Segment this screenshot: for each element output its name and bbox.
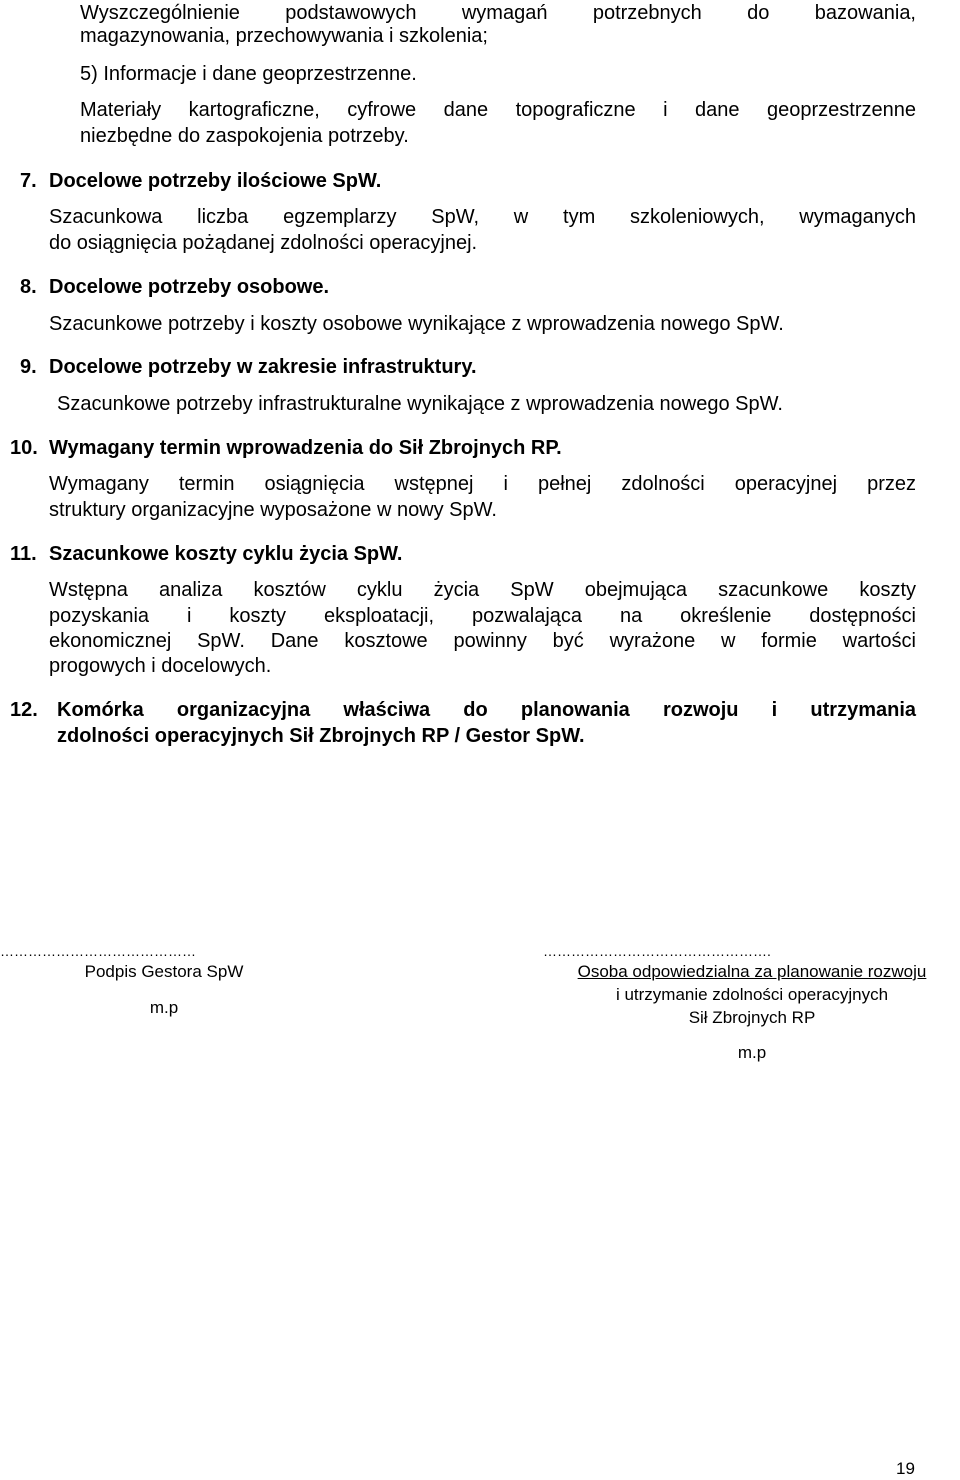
section-8-number: 8. bbox=[20, 276, 37, 298]
intro-line-2: magazynowania, przechowywania i szkolenia; bbox=[80, 25, 488, 47]
section-7-heading: Docelowe potrzeby ilościowe SpW. bbox=[49, 170, 382, 192]
section-10-number: 10. bbox=[10, 437, 38, 459]
section-12-number: 12. bbox=[10, 699, 38, 721]
section-12-heading-line-1: Komórka organizacyjna właściwa do planowania rozwoju i utrzymania bbox=[57, 699, 916, 721]
section-11-number: 11. bbox=[10, 543, 37, 565]
section-8-heading: Docelowe potrzeby osobowe. bbox=[49, 276, 330, 298]
signature-line-right: …………………………………………. bbox=[543, 943, 771, 959]
section-10-text-line-1: Wymagany termin osiągnięcia wstępnej i pełnej zdolności operacyjnej przez bbox=[49, 473, 916, 495]
section-9-heading: Docelowe potrzeby w zakresie infrastruktury. bbox=[49, 356, 477, 378]
signature-label-right-line-2: i utrzymanie zdolności operacyjnych bbox=[615, 985, 889, 1004]
section-11-text-line-4: progowych i docelowych. bbox=[49, 655, 272, 677]
stamp-label-left: m.p bbox=[149, 998, 179, 1017]
signature-line-left: …………………………………… bbox=[0, 943, 196, 959]
section-7-text-line-2: do osiągnięcia pożądanej zdolności operacyjnej. bbox=[49, 232, 478, 254]
intro-line-1: Wyszczególnienie podstawowych wymagań potrzebnych do bazowania, bbox=[80, 2, 916, 24]
section-9-number: 9. bbox=[20, 356, 37, 378]
page-number: 19 bbox=[896, 1459, 915, 1478]
section-11-text-line-1: Wstępna analiza kosztów cyklu życia SpW obejmująca szacunkowe koszty bbox=[49, 579, 916, 601]
signature-label-right-line-1: Osoba odpowiedzialna za planowanie rozwoju bbox=[577, 962, 927, 981]
section-11-heading: Szacunkowe koszty cyklu życia SpW. bbox=[49, 543, 403, 565]
section-9-text: Szacunkowe potrzeby infrastrukturalne wynikające z wprowadzenia nowego SpW. bbox=[57, 393, 783, 415]
section-10-heading: Wymagany termin wprowadzenia do Sił Zbrojnych RP. bbox=[49, 437, 562, 459]
stamp-label-right: m.p bbox=[737, 1043, 767, 1062]
section-7-number: 7. bbox=[20, 170, 37, 192]
signature-label-right-line-3: Sił Zbrojnych RP bbox=[688, 1008, 816, 1027]
item-5-text-line-1: Materiały kartograficzne, cyfrowe dane topograficzne i dane geoprzestrzenne bbox=[80, 99, 916, 121]
section-11-text-line-2: pozyskania i koszty eksploatacji, pozwalająca na określenie dostępności bbox=[49, 605, 916, 627]
section-8-text: Szacunkowe potrzeby i koszty osobowe wynikające z wprowadzenia nowego SpW. bbox=[49, 313, 784, 335]
section-7-text-line-1: Szacunkowa liczba egzemplarzy SpW, w tym szkoleniowych, wymaganych bbox=[49, 206, 916, 228]
item-5-text-line-2: niezbędne do zaspokojenia potrzeby. bbox=[80, 125, 409, 147]
section-11-text-line-3: ekonomicznej SpW. Dane kosztowe powinny być wyrażone w formie wartości bbox=[49, 630, 916, 652]
section-12-heading-line-2: zdolności operacyjnych Sił Zbrojnych RP / Gestor SpW. bbox=[57, 725, 585, 747]
section-10-text-line-2: struktury organizacyjne wyposażone w nowy SpW. bbox=[49, 499, 497, 521]
item-5-heading: 5) Informacje i dane geoprzestrzenne. bbox=[80, 63, 417, 85]
signature-label-left: Podpis Gestora SpW bbox=[84, 962, 244, 981]
